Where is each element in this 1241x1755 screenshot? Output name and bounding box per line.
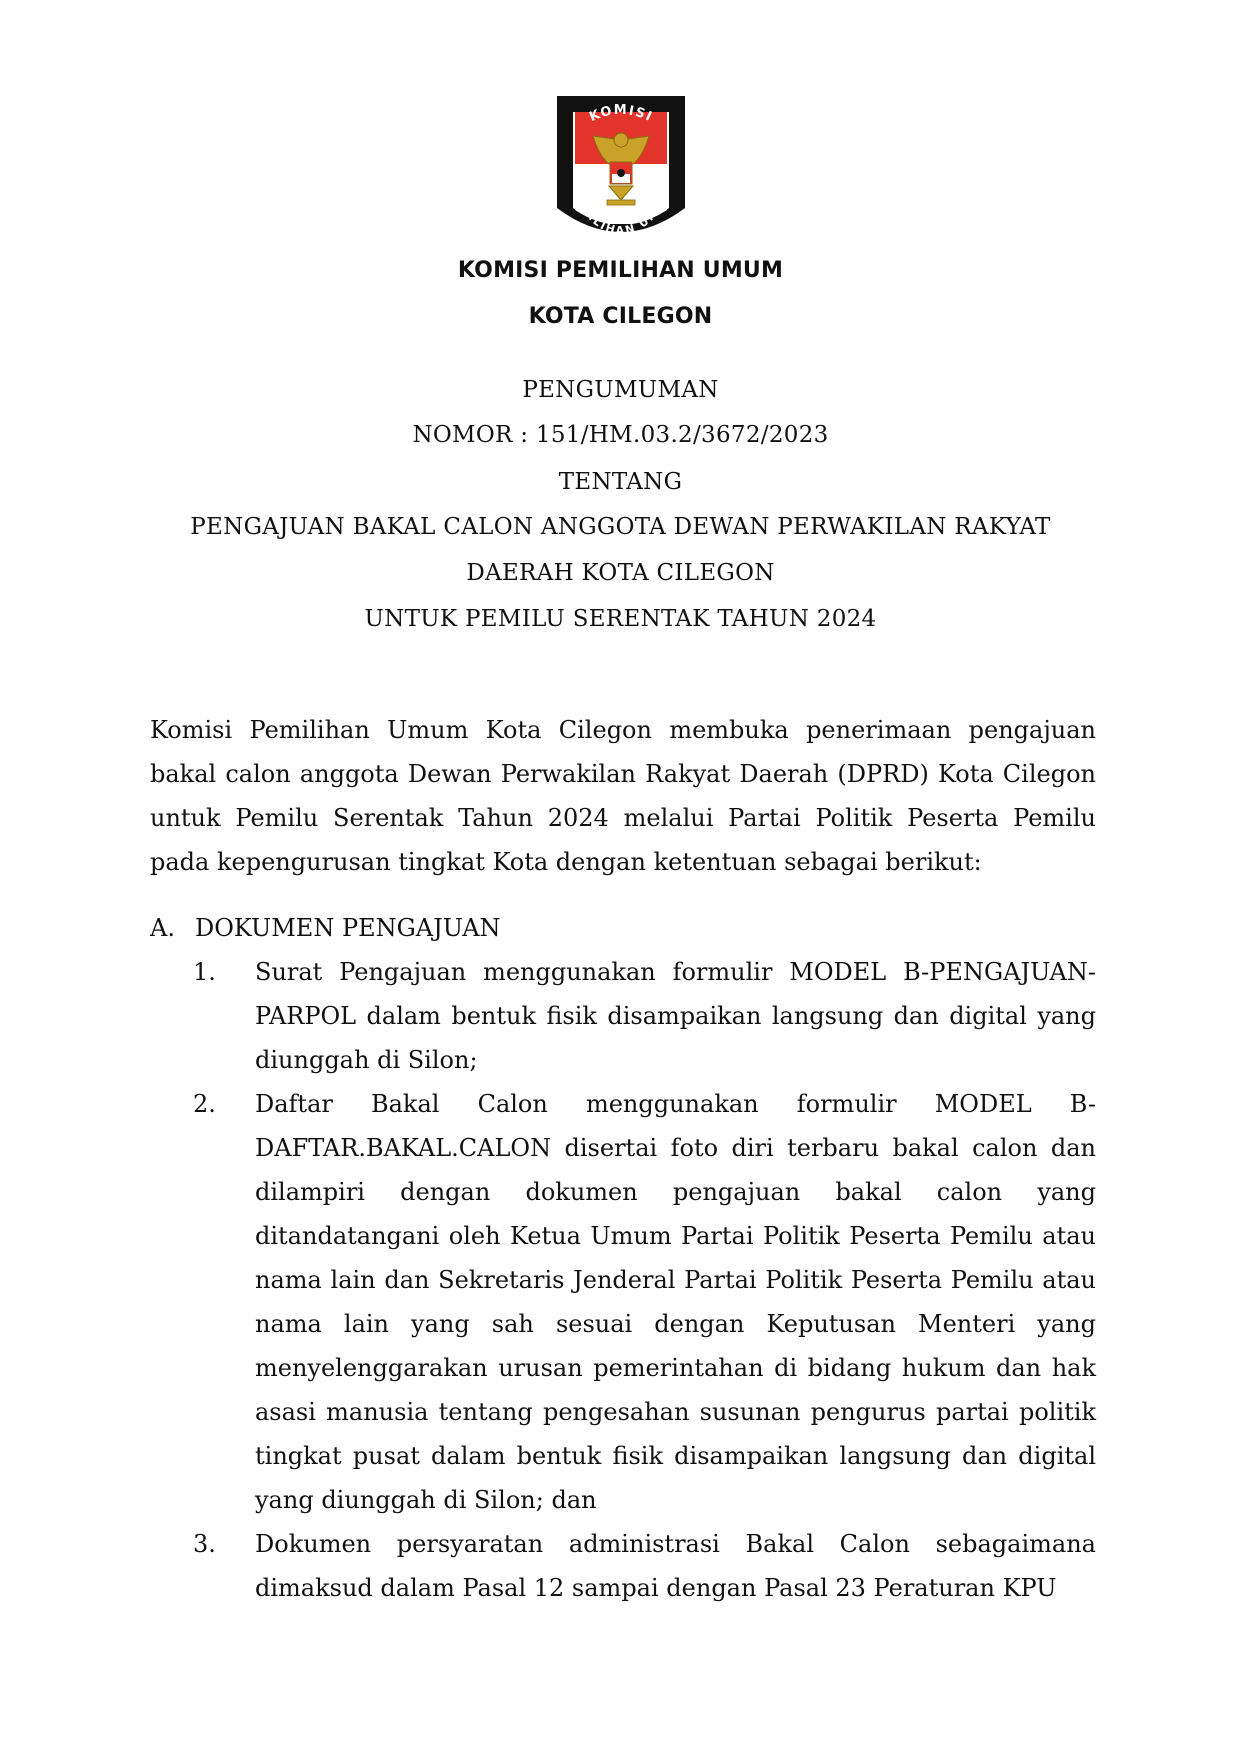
- section-a-list: [193, 950, 1096, 1610]
- logo-bottom-text: PEMILIHAN UMUM: [570, 185, 672, 238]
- intro-paragraph: Komisi Pemilihan Umum Kota Cilegon membuka penerimaan pengajuan bakal calon anggota Dewan Perwakilan Rakyat Daerah (DPRD) Kota Cilegon untuk Pemilu Serentak Tahun 2024 melalui Partai Politik Peserta Pemilu pada kepengurusan tingkat Kota dengan ketentuan sebagai berikut:: [150, 716, 1096, 876]
- announcement-type: PENGUMUMAN: [522, 377, 719, 403]
- list-item-number: 1.: [193, 958, 216, 986]
- logo-top-text: KOMISI: [587, 103, 656, 126]
- list-item: [193, 1082, 1096, 1522]
- announcement-about: TENTANG: [558, 469, 683, 495]
- announcement-subject-line3: UNTUK PEMILU SERENTAK TAHUN 2024: [364, 606, 877, 632]
- announcement-subject-line2: DAERAH KOTA CILEGON: [466, 560, 775, 586]
- list-item-text: Dokumen persyaratan administrasi Bakal Calon sebagaimana dimaksud dalam Pasal 12 sampai dengan Pasal 23 Peraturan KPU: [255, 1530, 1096, 1602]
- list-item: [193, 950, 1096, 1082]
- org-city: KOTA CILEGON: [528, 304, 713, 329]
- list-item-text: Daftar Bakal Calon menggunakan formulir MODEL B-DAFTAR.BAKAL.CALON disertai foto diri terbaru bakal calon dan dilampiri dengan dokumen pengajuan bakal calon yang ditandatangani oleh Ketua Umum Partai Politik Peserta Pemilu atau nama lain dan Sekretaris Jenderal Partai Politik Peserta Pemilu atau nama lain yang sah sesuai dengan Keputusan Menteri yang menyelenggarakan urusan pemerintahan di bidang hukum dan hak asasi manusia tentang pengesahan susunan pengurus partai politik tingkat pusat dalam bentuk fisik disampaikan langsung dan digital yang diunggah di Silon; dan: [255, 1090, 1096, 1514]
- announcement-number: NOMOR : 151/HM.03.2/3672/2023: [412, 422, 829, 448]
- list-item-text: Surat Pengajuan menggunakan formulir MODEL B-PENGAJUAN-PARPOL dalam bentuk fisik disampaikan langsung dan digital yang diunggah di Silon;: [255, 958, 1096, 1074]
- list-item-number: 3.: [193, 1530, 216, 1558]
- section-a-title: DOKUMEN PENGAJUAN: [195, 914, 501, 942]
- org-name: KOMISI PEMILIHAN UMUM: [457, 258, 784, 283]
- list-item-number: 2.: [193, 1090, 216, 1118]
- announcement-subject-line1: PENGAJUAN BAKAL CALON ANGGOTA DEWAN PERWAKILAN RAKYAT: [190, 514, 1051, 540]
- section-a-letter: A.: [150, 914, 175, 942]
- kpu-logo: [553, 90, 689, 244]
- section-a-heading: [150, 906, 501, 950]
- list-item: [193, 1522, 1096, 1610]
